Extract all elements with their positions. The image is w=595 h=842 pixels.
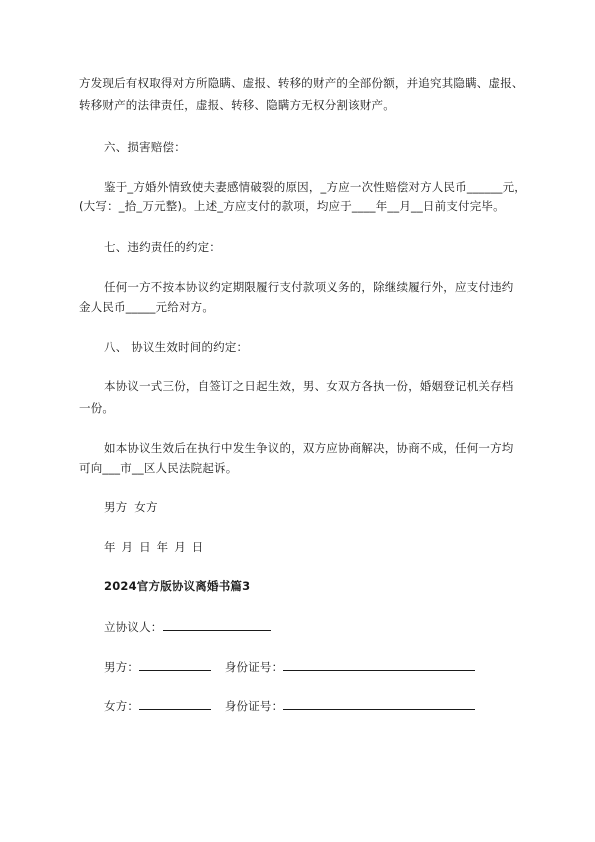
paragraph-line: (大写：_拾_万元整)。上述_方应支付的款项，均应于____年__月__日前支付完毕。 (79, 199, 505, 213)
paragraph-line: 本协议一式三份，自签订之日起生效，男、女双方各执一份，婚姻登记机关存档 (104, 379, 514, 393)
paragraph-line: 转移财产的法律责任，虚报、转移、隐瞒方无权分割该财产。 (79, 98, 395, 112)
male-label: 男方： (104, 660, 140, 674)
paragraph-line: 金人民币_____元给对方。 (79, 300, 215, 314)
section-heading-damages: 六、损害赔偿： (104, 140, 186, 154)
paragraph-line: 可向___市__区人民法院起诉。 (79, 461, 238, 475)
male-id-blank (283, 659, 475, 671)
paragraph-line: 鉴于_方婚外情致使夫妻感情破裂的原因，_方应一次性赔偿对方人民币______元， (104, 180, 526, 194)
section-heading-effective-time: 八、 协议生效时间的约定： (104, 340, 249, 354)
female-name-blank (139, 698, 211, 710)
paragraph-line: 任何一方不按本协议约定期限履行支付款项义务的，除继续履行外，应支付违约 (104, 280, 514, 294)
party-row (104, 619, 271, 634)
party-label: 立协议人： (104, 620, 163, 634)
male-id-label: 身份证号： (224, 660, 284, 674)
paragraph-line: 方发现后有权取得对方所隐瞒、虚报、转移的财产的全部份额，并追究其隐瞒、虚报、 (79, 76, 524, 90)
paragraph-line: 如本协议生效后在执行中发生争议的，双方应协商解决，协商不成，任何一方均 (104, 441, 514, 455)
paragraph-line: 一份。 (79, 401, 115, 415)
female-row (104, 698, 475, 713)
date-line: 年 月 日 年 月 日 (104, 540, 204, 554)
chapter-title: 2024官方版协议离婚书篇3 (104, 579, 251, 593)
female-id-blank (283, 698, 475, 710)
female-label: 女方： (104, 699, 140, 713)
female-id-label: 身份证号： (224, 699, 284, 713)
signature-line: 男方 女方 (104, 500, 158, 514)
male-name-blank (139, 659, 211, 671)
party-blank (163, 619, 271, 631)
male-row (104, 659, 475, 674)
section-heading-breach: 七、违约责任的约定： (104, 240, 221, 254)
